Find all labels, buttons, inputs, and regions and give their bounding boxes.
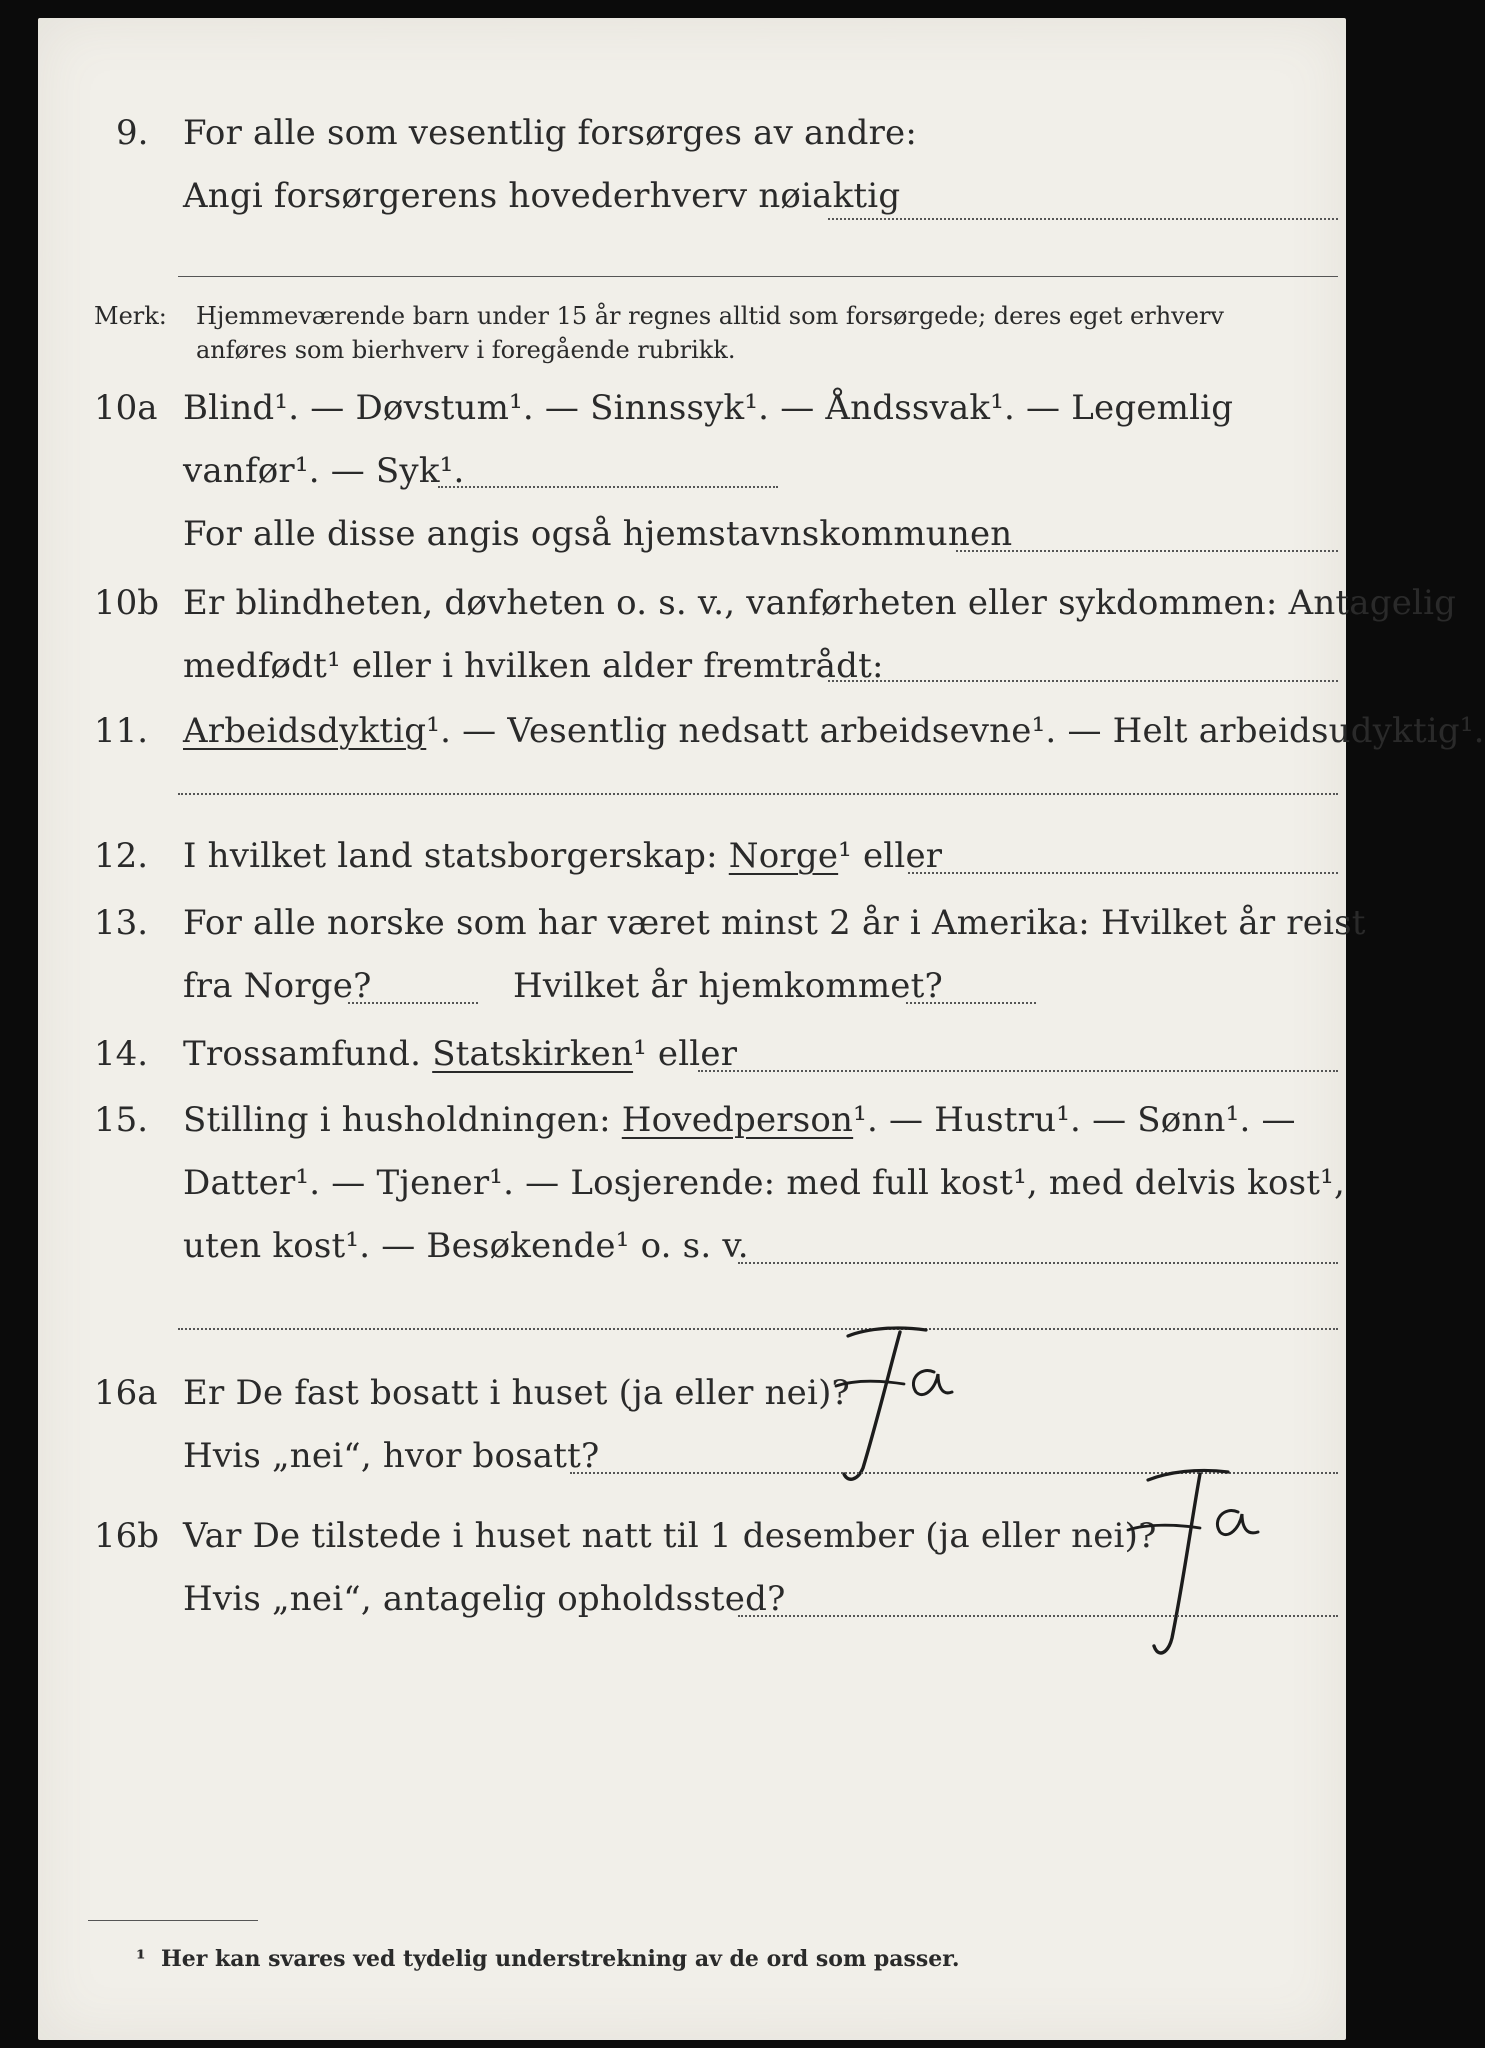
- q12-after: ¹ eller: [838, 836, 943, 876]
- q15-line2: Datter¹. — Tjener¹. — Losjerende: med full kost¹, med delvis kost¹,: [183, 1163, 1345, 1203]
- q14-number: 14.: [94, 1034, 149, 1074]
- footnote: [136, 1946, 960, 1972]
- q10b-line2: medfødt¹ eller i hvilken alder fremtrådt:: [183, 646, 884, 686]
- q10a-line1: Blind¹. — Døvstum¹. — Sinnssyk¹. — Åndssvak¹. — Legemlig: [183, 388, 1234, 428]
- q13-reist-answer-line: [348, 1002, 478, 1004]
- q9-number: 9.: [116, 113, 149, 153]
- q12-number: 12.: [94, 836, 149, 876]
- merk-line2: anføres som bierhverv i foregående rubrikk.: [196, 336, 736, 364]
- merk-label: Merk:: [94, 302, 167, 330]
- q16a-line1: Er De fast bosatt i huset (ja eller nei)?: [183, 1373, 850, 1413]
- q16b-handwritten-answer: [1088, 1448, 1288, 1678]
- q12-answer-line: [908, 872, 1338, 874]
- q9-line2: Angi forsørgerens hovederhverv nøiaktig: [183, 176, 901, 216]
- q16b-line1: Var De tilstede i huset natt til 1 desember (ja eller nei)?: [183, 1516, 1157, 1556]
- q10b-number: 10b: [94, 583, 160, 623]
- q11-number: 11.: [94, 711, 149, 751]
- q14-after: ¹ eller: [633, 1034, 738, 1074]
- q13-line1: For alle norske som har været minst 2 år i Amerika: Hvilket år reist: [183, 903, 1366, 943]
- q16b-line2: Hvis „nei“, antagelig opholdssted?: [183, 1579, 786, 1619]
- merk-line1: Hjemmeværende barn under 15 år regnes alltid som forsørgede; deres eget erhverv: [196, 302, 1224, 330]
- q16b-number: 16b: [94, 1516, 160, 1556]
- census-form-page: [38, 18, 1485, 2040]
- footnote-text: Her kan svares ved tydelig understrekning av de ord som passer.: [160, 1946, 960, 1972]
- q15-underlined-option: Hovedperson: [621, 1100, 854, 1140]
- q16b-answer-line: [738, 1615, 1338, 1617]
- q14-before: Trossamfund.: [183, 1034, 422, 1074]
- q16a-handwritten-answer: [808, 1308, 988, 1498]
- q15-answer-line: [738, 1262, 1338, 1264]
- q12-before: I hvilket land statsborgerskap:: [183, 836, 718, 876]
- q10a-line2: vanfør¹. — Syk¹.: [183, 451, 465, 491]
- q11-line: [183, 711, 1485, 751]
- q11-blank-line: [178, 793, 1338, 795]
- q13-line2b: Hvilket år hjemkommet?: [513, 966, 943, 1006]
- q13-line2a: fra Norge?: [183, 966, 372, 1006]
- q14-answer-line: [698, 1070, 1338, 1072]
- q10a-syk-answer-line: [438, 486, 778, 488]
- q11-rest: ¹. — Vesentlig nedsatt arbeidsevne¹. — Helt arbeidsudyktig¹.: [426, 711, 1485, 751]
- q10a-line3: For alle disse angis også hjemstavnskommunen: [183, 514, 1013, 554]
- q15-after: ¹. — Hustru¹. — Sønn¹. —: [853, 1100, 1296, 1140]
- q10a-number: 10a: [94, 388, 158, 428]
- q9-line1: For alle som vesentlig forsørges av andre:: [183, 113, 918, 153]
- q12-underlined-option: Norge: [728, 836, 839, 876]
- q10b-line1: Er blindheten, døvheten o. s. v., vanførheten eller sykdommen: Antagelig: [183, 583, 1457, 623]
- q16a-number: 16a: [94, 1373, 158, 1413]
- q11-underlined-option: Arbeidsdyktig: [183, 711, 427, 751]
- q9-blank-line: [178, 276, 1338, 277]
- q13-number: 13.: [94, 903, 149, 943]
- q13-hjemkommet-answer-line: [906, 1002, 1036, 1004]
- q14-underlined-option: Statskirken: [432, 1034, 634, 1074]
- q10b-answer-line: [828, 680, 1338, 682]
- q16a-line2: Hvis „nei“, hvor bosatt?: [183, 1436, 600, 1476]
- footnote-rule: [88, 1920, 258, 1921]
- footnote-mark: ¹: [136, 1946, 146, 1972]
- q12-line: [183, 836, 942, 876]
- q15-number: 15.: [94, 1100, 149, 1140]
- q14-line: [183, 1034, 737, 1074]
- q15-line1: [183, 1100, 1296, 1140]
- q15-line3: uten kost¹. — Besøkende¹ o. s. v.: [183, 1226, 749, 1266]
- q10a-home-line: [956, 550, 1338, 552]
- q9-answer-line: [828, 218, 1338, 220]
- q15-before: Stilling i husholdningen:: [183, 1100, 611, 1140]
- q15-blank-line: [178, 1328, 1338, 1330]
